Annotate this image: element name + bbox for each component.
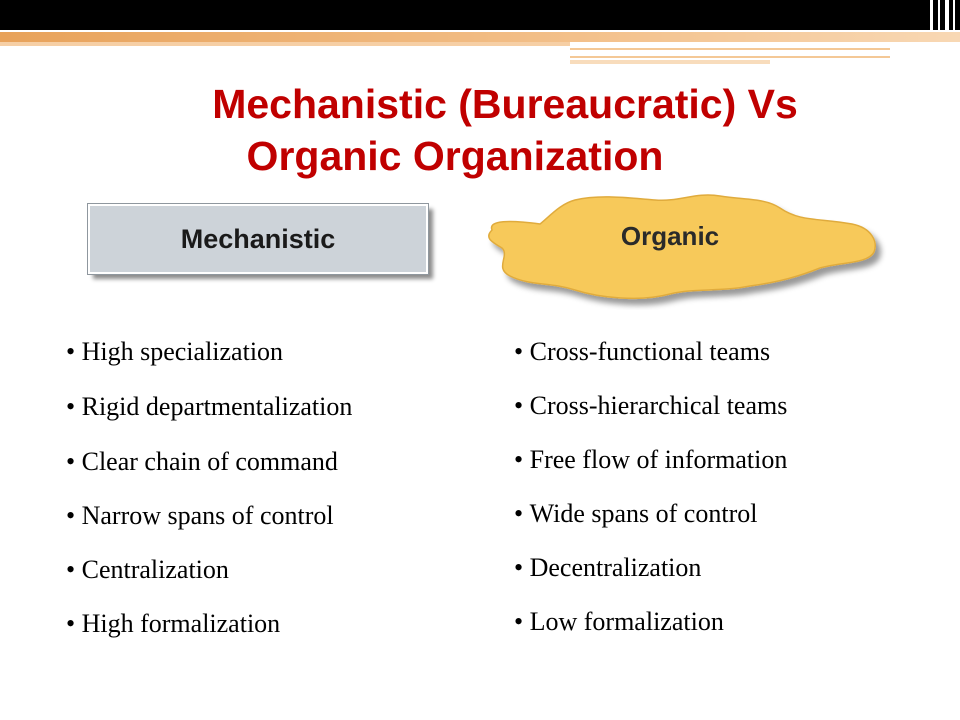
top-black-bar: [0, 0, 960, 30]
mechanistic-label: Mechanistic: [180, 223, 336, 254]
list-item: • Free flow of information: [514, 442, 934, 478]
list-item: • Clear chain of command: [66, 444, 436, 480]
header-accent-line: [0, 42, 570, 46]
list-item: • Centralization: [66, 552, 436, 588]
top-bar-stripe: [930, 0, 933, 30]
organic-characteristics-list: [514, 334, 934, 658]
top-bar-stripe: [945, 0, 949, 30]
mechanistic-characteristics-list: [66, 334, 436, 660]
slide-title-line-2: Organic Organization: [246, 133, 664, 179]
list-item: • Narrow spans of control: [66, 498, 436, 534]
mechanistic-header-box: [88, 204, 428, 274]
list-item: • Cross-hierarchical teams: [514, 388, 934, 424]
organic-label: Organic: [620, 221, 720, 251]
list-item: • Wide spans of control: [514, 496, 934, 532]
header-accent-line: [570, 48, 890, 58]
top-bar-stripe: [938, 0, 940, 30]
slide-title: [0, 78, 960, 182]
list-item: • Cross-functional teams: [514, 334, 934, 370]
header-accent-line: [570, 60, 770, 64]
list-item: • Rigid departmentalization: [66, 388, 436, 426]
list-item: • High specialization: [66, 334, 436, 370]
slide-title-line-1: Mechanistic (Bureaucratic) Vs: [212, 81, 798, 127]
list-item: • Decentralization: [514, 550, 934, 586]
header-accent-line: [0, 32, 960, 42]
list-item: • High formalization: [66, 606, 436, 642]
top-bar-stripe: [953, 0, 955, 30]
list-item: • Low formalization: [514, 604, 934, 640]
